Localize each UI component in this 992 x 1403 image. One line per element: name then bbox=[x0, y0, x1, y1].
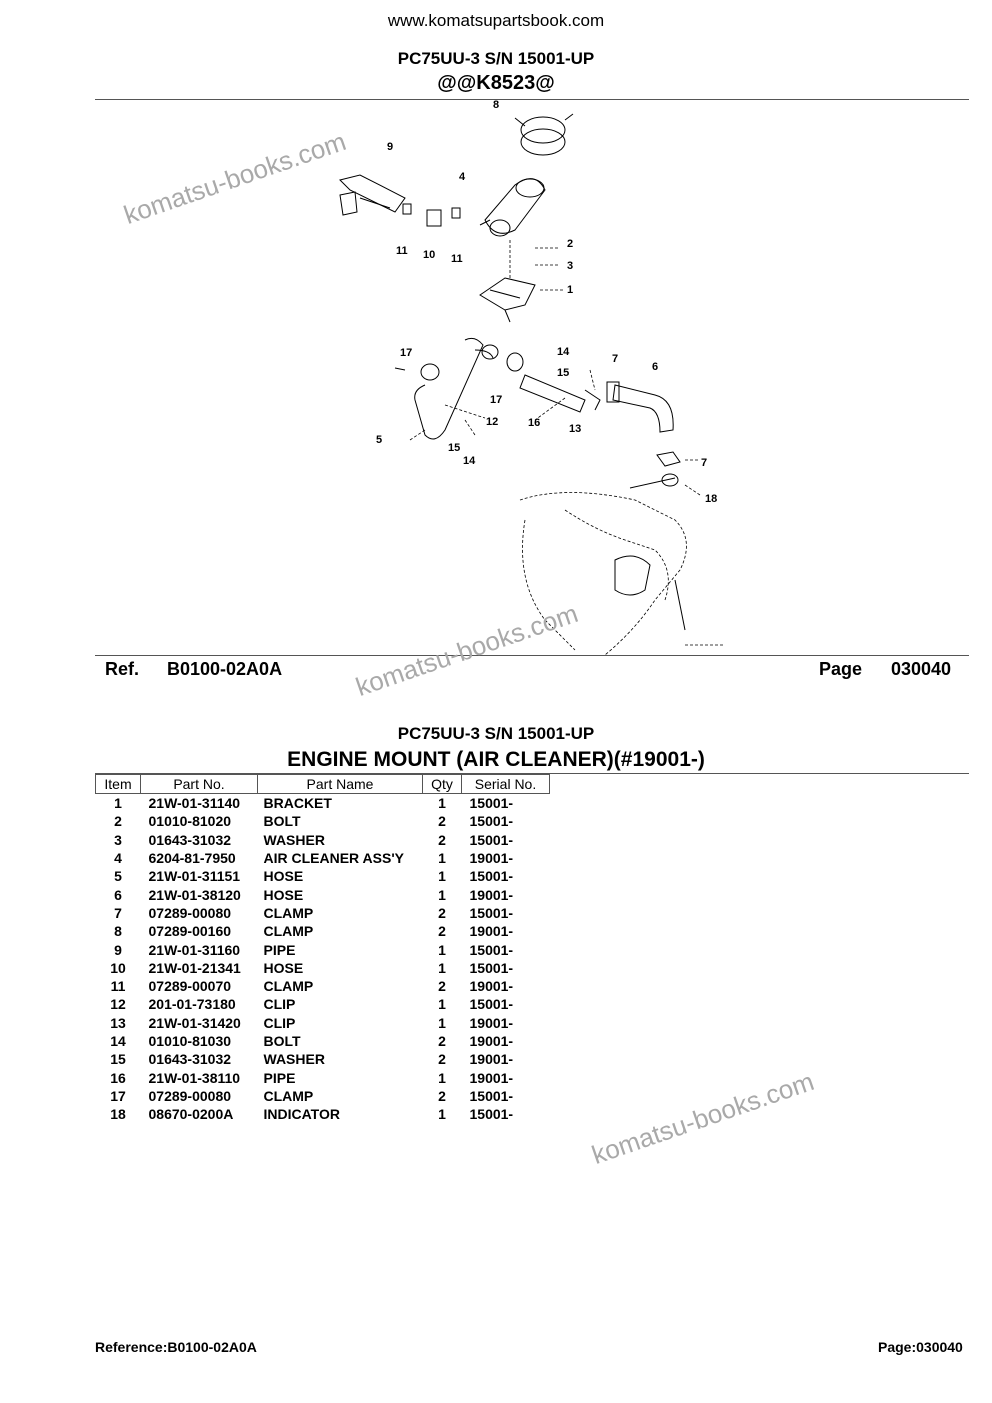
cell-item: 7 bbox=[114, 904, 122, 921]
cell-part-no: 08670-0200A bbox=[148, 1106, 234, 1123]
cell-serial-no: 15001- bbox=[469, 904, 514, 921]
callout-6: 6 bbox=[652, 361, 659, 373]
diagram-bottom-divider bbox=[95, 655, 969, 656]
callout-15a: 15 bbox=[557, 367, 570, 379]
cell-qty: 2 bbox=[438, 978, 446, 995]
cell-qty: 1 bbox=[438, 959, 446, 976]
model-heading: PC75UU-3 S/N 15001-UP bbox=[397, 49, 595, 68]
cell-part-no: 201-01-73180 bbox=[148, 996, 236, 1013]
cell-serial-no: 15001- bbox=[469, 1106, 514, 1123]
table-row bbox=[96, 1068, 550, 1086]
cell-qty: 2 bbox=[438, 1033, 446, 1049]
table-row bbox=[96, 940, 550, 958]
cell-serial-no: 15001- bbox=[469, 941, 514, 958]
table-row bbox=[96, 1105, 550, 1123]
clamp-8-drawing bbox=[515, 114, 573, 155]
cell-item: 5 bbox=[114, 868, 122, 885]
callout-11a: 11 bbox=[396, 245, 408, 257]
cell-item: 15 bbox=[110, 1051, 126, 1068]
cell-item: 3 bbox=[114, 831, 122, 848]
table-row bbox=[96, 1032, 550, 1050]
cell-item: 10 bbox=[110, 959, 126, 976]
cell-part-no: 01010-81020 bbox=[148, 813, 232, 830]
cell-part-name: CLAMP bbox=[263, 904, 314, 921]
cell-item: 1 bbox=[114, 795, 122, 812]
section-title: ENGINE MOUNT (AIR CLEANER)(#19001-) bbox=[287, 748, 705, 771]
cell-serial-no: 15001- bbox=[469, 813, 514, 830]
table-row bbox=[96, 1050, 550, 1068]
page-number: 030040 bbox=[891, 659, 952, 679]
callout-1: 1 bbox=[567, 284, 574, 296]
callout-17b: 17 bbox=[490, 394, 503, 406]
watermark: komatsu-books.com bbox=[587, 1065, 818, 1171]
cell-part-name: HOSE bbox=[263, 959, 304, 976]
cell-part-name: WASHER bbox=[263, 831, 325, 848]
cell-part-no: 01010-81030 bbox=[148, 1033, 232, 1049]
cell-serial-no: 19001- bbox=[469, 850, 514, 867]
cell-part-no: 21W-01-38110 bbox=[148, 1069, 241, 1086]
callout-2: 2 bbox=[567, 238, 574, 250]
hose-5-drawing bbox=[395, 338, 523, 440]
header-qty: Qty bbox=[423, 775, 462, 794]
watermark: komatsu-books.com bbox=[351, 597, 582, 703]
table-row bbox=[96, 831, 550, 849]
cell-qty: 2 bbox=[438, 1051, 446, 1068]
cell-item: 13 bbox=[110, 1014, 126, 1031]
table-row bbox=[96, 977, 550, 995]
header-serial-no: Serial No. bbox=[462, 775, 550, 794]
cell-item: 6 bbox=[114, 886, 122, 903]
cell-part-name: CLAMP bbox=[263, 1087, 314, 1104]
callout-5: 5 bbox=[376, 434, 383, 446]
cell-qty: 1 bbox=[438, 886, 446, 903]
callout-12: 12 bbox=[486, 416, 499, 428]
cell-part-name: BOLT bbox=[263, 1033, 301, 1049]
cell-part-name: WASHER bbox=[263, 1051, 325, 1068]
pipe-9-drawing bbox=[340, 175, 460, 226]
header-item: Item bbox=[96, 775, 141, 794]
cell-part-no: 01643-31032 bbox=[148, 831, 232, 848]
cell-part-no: 6204-81-7950 bbox=[148, 850, 236, 867]
cell-serial-no: 19001- bbox=[469, 886, 514, 903]
page-label: Page bbox=[819, 659, 863, 679]
parts-table bbox=[95, 774, 550, 1123]
cell-part-name: BRACKET bbox=[263, 795, 332, 812]
cell-part-no: 21W-01-31140 bbox=[148, 795, 241, 812]
table-row bbox=[96, 794, 550, 813]
cell-part-no: 07289-00080 bbox=[148, 904, 232, 921]
table-header-row bbox=[96, 775, 550, 794]
cell-qty: 1 bbox=[438, 996, 446, 1013]
callout-9: 9 bbox=[387, 141, 394, 153]
cell-part-no: 21W-01-31160 bbox=[148, 941, 241, 958]
site-url: www.komatsupartsbook.com bbox=[387, 11, 605, 30]
cell-part-no: 21W-01-21341 bbox=[148, 959, 241, 976]
cell-item: 8 bbox=[114, 923, 122, 940]
cell-item: 9 bbox=[114, 941, 122, 958]
cell-qty: 2 bbox=[438, 923, 446, 940]
cell-part-no: 21W-01-31420 bbox=[148, 1014, 241, 1031]
callout-11b: 11 bbox=[451, 253, 463, 265]
cell-serial-no: 19001- bbox=[469, 923, 514, 940]
pipe-16-hose-6-drawing bbox=[520, 370, 673, 432]
callout-14a: 14 bbox=[557, 346, 570, 358]
cell-part-name: INDICATOR bbox=[263, 1106, 340, 1123]
cell-serial-no: 19001- bbox=[469, 1014, 514, 1031]
bracket-1-drawing bbox=[480, 240, 565, 322]
cell-part-name: CLAMP bbox=[263, 923, 314, 940]
cell-part-name: CLIP bbox=[263, 996, 296, 1013]
cell-part-name: AIR CLEANER ASS'Y bbox=[263, 850, 404, 867]
callout-14b: 14 bbox=[463, 455, 476, 467]
cell-serial-no: 15001- bbox=[469, 795, 514, 812]
cell-item: 16 bbox=[110, 1069, 126, 1086]
callout-15b: 15 bbox=[448, 442, 461, 454]
cell-qty: 2 bbox=[438, 831, 446, 848]
cell-part-name: CLAMP bbox=[263, 978, 314, 995]
cell-part-name: HOSE bbox=[263, 886, 304, 903]
cell-part-name: HOSE bbox=[263, 868, 304, 885]
table-row bbox=[96, 959, 550, 977]
cell-item: 18 bbox=[110, 1106, 126, 1123]
table-row bbox=[96, 849, 550, 867]
cell-qty: 1 bbox=[438, 1069, 446, 1086]
cell-item: 17 bbox=[110, 1087, 126, 1104]
cell-qty: 1 bbox=[438, 1106, 446, 1123]
cell-item: 14 bbox=[110, 1033, 126, 1049]
cell-item: 4 bbox=[114, 850, 122, 867]
cell-item: 2 bbox=[114, 813, 122, 830]
cell-serial-no: 19001- bbox=[469, 1033, 514, 1049]
callout-17a: 17 bbox=[400, 347, 413, 359]
cell-serial-no: 15001- bbox=[469, 868, 514, 885]
cell-part-no: 07289-00080 bbox=[148, 1087, 232, 1104]
callout-16: 16 bbox=[528, 417, 541, 429]
ref-label: Ref. bbox=[105, 659, 140, 679]
callout-10: 10 bbox=[423, 249, 436, 261]
table-row bbox=[96, 904, 550, 922]
callout-7a: 7 bbox=[612, 353, 619, 365]
cell-qty: 1 bbox=[438, 941, 446, 958]
cell-part-name: PIPE bbox=[263, 1069, 296, 1086]
cell-part-no: 07289-00070 bbox=[148, 978, 232, 995]
callout-7b: 7 bbox=[701, 457, 708, 469]
cell-qty: 2 bbox=[438, 904, 446, 921]
header-part-name: Part Name bbox=[258, 775, 423, 794]
cell-serial-no: 15001- bbox=[469, 831, 514, 848]
document-code: @@K8523@ bbox=[437, 72, 555, 94]
cell-part-no: 07289-00160 bbox=[148, 923, 232, 940]
footer-reference: Reference:B0100-02A0A bbox=[95, 1339, 257, 1355]
callout-4: 4 bbox=[459, 171, 466, 183]
table-row bbox=[96, 995, 550, 1013]
table-row bbox=[96, 922, 550, 940]
callout-3: 3 bbox=[567, 260, 574, 272]
cell-serial-no: 15001- bbox=[469, 1087, 514, 1104]
section-model: PC75UU-3 S/N 15001-UP bbox=[397, 724, 595, 743]
callout-18: 18 bbox=[705, 493, 718, 505]
cell-part-no: 01643-31032 bbox=[148, 1051, 232, 1068]
footer-page: Page:030040 bbox=[878, 1339, 963, 1355]
indicator-18-drawing bbox=[630, 452, 700, 495]
cell-serial-no: 19001- bbox=[469, 978, 514, 995]
table-row bbox=[96, 1014, 550, 1032]
cell-part-name: CLIP bbox=[263, 1014, 296, 1031]
air-cleaner-drawing bbox=[480, 179, 545, 236]
cell-qty: 2 bbox=[438, 1087, 446, 1104]
cell-part-no: 21W-01-31151 bbox=[148, 868, 241, 885]
cell-serial-no: 19001- bbox=[469, 1051, 514, 1068]
cell-qty: 2 bbox=[438, 813, 446, 830]
callout-13: 13 bbox=[569, 423, 582, 435]
watermark: komatsu-books.com bbox=[119, 125, 350, 231]
header-part-no: Part No. bbox=[141, 775, 258, 794]
cell-qty: 1 bbox=[438, 1014, 446, 1031]
cell-qty: 1 bbox=[438, 868, 446, 885]
table-row bbox=[96, 885, 550, 903]
cell-item: 12 bbox=[110, 996, 126, 1013]
cell-part-name: BOLT bbox=[263, 813, 301, 830]
table-row bbox=[96, 867, 550, 885]
cell-serial-no: 19001- bbox=[469, 1069, 514, 1086]
cell-serial-no: 15001- bbox=[469, 996, 514, 1013]
table-row bbox=[96, 1087, 550, 1105]
cell-part-no: 21W-01-38120 bbox=[148, 886, 241, 903]
ref-code: B0100-02A0A bbox=[167, 659, 283, 679]
callout-8: 8 bbox=[493, 100, 500, 111]
table-row bbox=[96, 812, 550, 830]
cell-part-name: PIPE bbox=[263, 941, 296, 958]
cell-item: 11 bbox=[110, 978, 126, 995]
cell-qty: 1 bbox=[438, 850, 446, 867]
cell-serial-no: 15001- bbox=[469, 959, 514, 976]
cell-qty: 1 bbox=[438, 795, 446, 812]
